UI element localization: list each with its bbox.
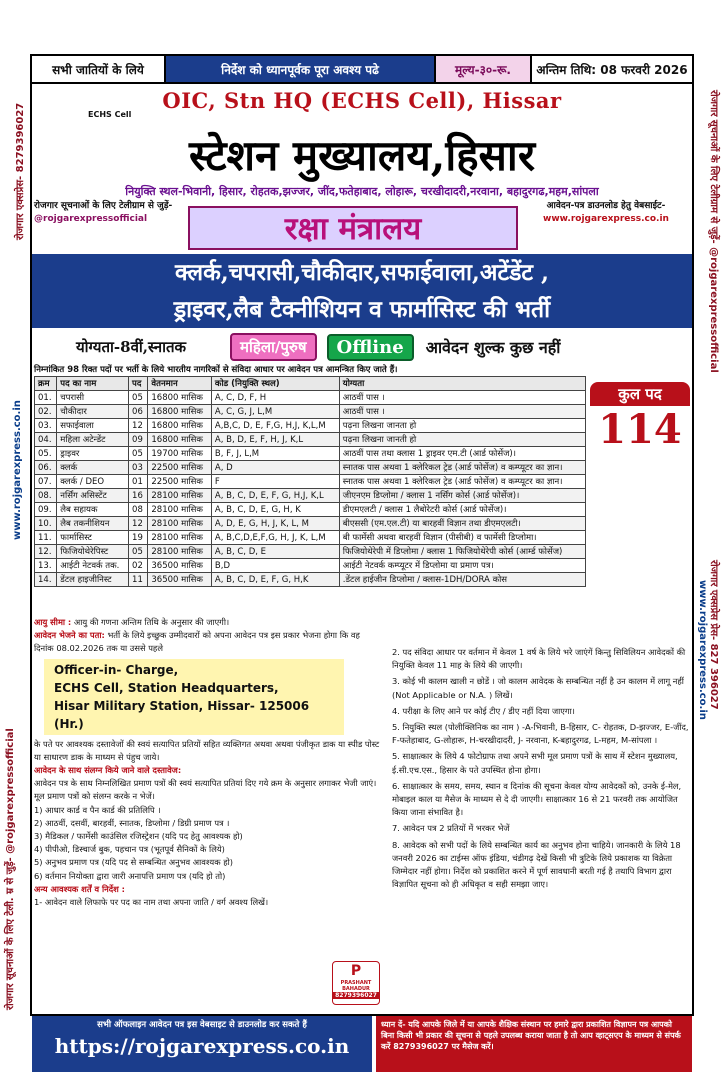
table-cell: 11 <box>129 573 148 587</box>
table-cell: 01 <box>129 475 148 489</box>
table-header: पद का नाम <box>57 377 129 391</box>
table-row <box>35 489 586 503</box>
document-item: 3) मैडिकल / फार्मेसी काउंसिल रजिस्ट्रेशन (यदि पद हेतु आवश्यक हो) <box>34 831 243 842</box>
table-header: क्रम <box>35 377 57 391</box>
condition-item: 1- आवेदन वाले लिफाफे पर पद का नाम तथा अपना जाति / वर्ग अवश्य लिखें। <box>34 897 269 908</box>
table-cell: A, B, C, D, E, F, G, H,J, K,L <box>211 489 339 503</box>
table-cell: 36500 मासिक <box>148 559 212 573</box>
table-cell: A, B, D, E, F, H, J, K,L <box>211 433 339 447</box>
table-cell: A, B, C, D, E, F, G, H,K <box>211 573 339 587</box>
condition-item: 4. परीक्षा के लिए आने पर कोई टीए / डीए नहीं दिया जाएगा। <box>392 705 575 716</box>
echs-cell-label: ECHS Cell <box>88 110 132 119</box>
table-cell: बी फार्मेसी अथवा बारहवीं विज्ञान (पीसीबी) व फार्मेसी डिप्लोमा। <box>339 531 585 545</box>
table-cell: आठवीं पास । <box>339 391 585 405</box>
table-cell: चौकीदार <box>57 405 129 419</box>
ministry-title: रक्षा मंत्रालय <box>188 206 518 250</box>
instruction-label: निर्देश को ध्यानपूर्वक पूरा अवश्य पढे <box>166 56 436 82</box>
jobs-line-1: क्लर्क,चपरासी,चौकीदार,सफाईवाला,अटेंडेंट , <box>174 259 550 286</box>
table-cell: लैब सहायक <box>57 503 129 517</box>
total-posts-box <box>590 382 690 458</box>
table-cell: ड्राइवर <box>57 447 129 461</box>
address-box <box>44 659 344 735</box>
fee-label: आवेदन शुल्क कुछ नहीं <box>425 338 561 357</box>
table-cell: 08 <box>129 503 148 517</box>
telegram-text: रोजगार सूचनाओं के लिए टेलीग्राम से जुड़ें- <box>34 201 173 211</box>
price-label: मूल्य-३०-रू. <box>436 56 532 82</box>
table-cell: 12. <box>35 545 57 559</box>
table-cell: 19700 मासिक <box>148 447 212 461</box>
table-cell: डीएमएलटी / क्लास 1 लैबोरेटरी कोर्स (आर्ड फोर्सेज)। <box>339 503 585 517</box>
table-cell: 19 <box>129 531 148 545</box>
qualification-row <box>32 332 692 362</box>
table-cell: क्लर्क / DEO <box>57 475 129 489</box>
table-cell: स्नातक पास अथवा 1 क्लेरिकल ट्रेड (आर्ड फोर्सेज) व कम्प्यूटर का ज्ञान। <box>339 475 585 489</box>
table-cell: बीएससी (एम.एल.टी) या बारहवीं विज्ञान तथा डीएमएलटी। <box>339 517 585 531</box>
oic-title: OIC, Stn HQ (ECHS Cell), Hissar <box>162 88 562 113</box>
table-header: वेतनमान <box>148 377 212 391</box>
table-cell: 06. <box>35 461 57 475</box>
vacancy-table <box>34 376 586 587</box>
table-cell: 16800 मासिक <box>148 433 212 447</box>
table-cell: 11. <box>35 531 57 545</box>
table-cell: सफाईवाला <box>57 419 129 433</box>
table-row <box>35 573 586 587</box>
header-bar <box>32 56 692 84</box>
table-cell: 10. <box>35 517 57 531</box>
table-row <box>35 405 586 419</box>
table-cell: 09 <box>129 433 148 447</box>
table-row <box>35 433 586 447</box>
table-cell: 16800 मासिक <box>148 419 212 433</box>
download-text: आवेदन-पत्र डाउनलोड हेतु वेबसाईट- <box>546 201 666 211</box>
document-item: 2) आठवीं, दसवीं, बारहवीं, स्नातक, डिप्लोमा / डिग्री प्रमाण पत्र । <box>34 817 230 828</box>
gender-badge: महिला/पुरुष <box>230 333 317 361</box>
logo-phone: 8279396027 <box>333 992 379 999</box>
side-telegram-right: रोजगार सूचनाओं के लिए टेलीग्राम से जुड़ें- @rojgarexpressofficial <box>708 90 719 373</box>
table-header: पद <box>129 377 148 391</box>
table-cell: 28100 मासिक <box>148 489 212 503</box>
table-cell: A, C, G, J, L,M <box>211 405 339 419</box>
condition-item: 3. कोई भी कालम खाली न छोडें । जो कालम आवेदक के सम्बन्धित नहीं है उन कालम में लागू नहीं (Not Applicable or N.A. ) लिखें। <box>392 676 684 700</box>
table-cell: 05 <box>129 447 148 461</box>
table-row <box>35 475 586 489</box>
jobs-banner <box>32 254 692 328</box>
table-row <box>35 559 586 573</box>
mode-badge: Offline <box>327 334 414 361</box>
address-after-text: के पते पर आवश्यक दस्तावेजों की स्वयं सत्यापित प्रतियों सहित व्यक्तिगत अथवा अथवा पंजीकृत डाक या स्पीड पोस्ट या साधारण डाक के माध्यम से पंहुच जाये। <box>34 738 380 762</box>
address-heading: आवेदन भेजने का पता: <box>34 630 105 641</box>
condition-item: 5. साक्षात्कार के लिये 4 फोटोग्राफ तथा अपने सभी मूल प्रमाण पत्रों के साथ में स्टेशन मुख्यालय, ई.सी.एच.एस., हिसार के पते उपस्थित होना होगा। <box>392 751 678 775</box>
age-text: आयु की गणना अन्तिम तिथि के अनुसार की जाएगी। <box>73 617 230 627</box>
table-row <box>35 461 586 475</box>
documents-text: आवेदन पत्र के साथ निम्नलिखित प्रमाण पत्रों की स्वयं सत्यापित प्रतियां दिए गये क्रम के अनुसार लगाकर भेजी जाएं। मूल प्रमाण पत्रों को संलग्न करके न भेजें। <box>34 778 377 802</box>
table-cell: 14. <box>35 573 57 587</box>
document-item: 5) अनुभव प्रमाण पत्र (यदि पद से सम्बन्धित अनुभव आवश्यक हो) <box>34 857 234 868</box>
table-cell: पढ़ना लिखना जानती हो <box>339 433 585 447</box>
table-cell: 16 <box>129 489 148 503</box>
download-box <box>522 200 690 226</box>
telegram-box <box>34 200 184 226</box>
table-cell: फार्मासिस्ट <box>57 531 129 545</box>
table-cell: 16800 मासिक <box>148 405 212 419</box>
table-cell: महिला अटेन्डेंट <box>57 433 129 447</box>
table-row <box>35 517 586 531</box>
side-phone-right: रोजगार एक्सप्रेस प्रेस- 827 396027 <box>708 560 719 710</box>
footer-notice: ध्यान दें- यदि आपके जिले में या आपके शैक्षिक संस्थान पर हमारे द्वारा प्रकाशित विज्ञापन पत्र आपको बिना किसी भी प्रकार की सूचना से पहले उपलब्ध कराया जाता है तो आप व्हाट्सएप के माध्यम से संपर्क करें 8279396027 पर मैसेज करें। <box>376 1016 692 1072</box>
table-cell: 28100 मासिक <box>148 503 212 517</box>
table-cell: 05 <box>129 391 148 405</box>
table-cell: फिजियोथेरेपी में डिप्लोमा / क्लास 1 फिजियोथेरेपी कोर्स (आर्म्ड फोर्सेज) <box>339 545 585 559</box>
table-cell: आईटी नेटवर्क तक. <box>57 559 129 573</box>
posting-places: नियुक्ति स्थल-भिवानी, हिसार, रोहतक,झज्जर, जींद,फतेहाबाद, लोहारू, चरखीदादरी,नरवाना, बहादुरगढ,महम,सांपला <box>125 185 599 198</box>
table-cell: 08. <box>35 489 57 503</box>
total-posts-label: कुल पद <box>590 382 690 406</box>
side-telegram-left: रोजगार सूचनाओं के लिए टेली. म्र से जुड़ें- @rojgarexpressofficial <box>5 728 16 1010</box>
address-line-3: Hisar Military Station, Hissar- 125006 (Hr.) <box>54 698 310 731</box>
condition-item: 6. साक्षात्कार के समय, समय, स्थान व दिनांक की सूचना केवल योग्य आवेदकों को, उनके ई-मेल, मोबाइल काल या मैसेज के माध्यम से दे दी जाएगी। साक्षात्कार 16 से 21 फरवरी तक आयोजित किया जाना संभावित है। <box>392 780 682 818</box>
address-line-2: ECHS Cell, Station Headquarters, <box>54 680 279 695</box>
table-cell: 12 <box>129 419 148 433</box>
table-cell: 03. <box>35 419 57 433</box>
table-cell: आठवीं पास तथा क्लास 1 ड्राइवर एम.टी (आर्ड फोर्सेज)। <box>339 447 585 461</box>
table-row <box>35 391 586 405</box>
table-cell: 03 <box>129 461 148 475</box>
table-cell: 05 <box>129 545 148 559</box>
age-heading: आयु सीमा : <box>34 617 72 627</box>
notice-frame <box>30 54 694 1058</box>
document-item: 6) वर्तमान नियोक्ता द्वारा जारी अनापत्ति प्रमाण पत्र (यदि हो तो) <box>34 870 226 881</box>
footer <box>32 1016 692 1072</box>
table-cell: 16800 मासिक <box>148 391 212 405</box>
table-cell: क्लर्क <box>57 461 129 475</box>
side-site-left[interactable]: www.rojgarexpress.co.in <box>12 400 23 540</box>
table-cell: नर्सिंग असिस्टेंट <box>57 489 129 503</box>
table-cell: डेंटल हाइजीनिस्ट <box>57 573 129 587</box>
condition-item: 2. पद संविदा आधार पर वर्तमान में केवल 1 वर्ष के लिये भरे जाएंगें किन्तु सिविलियन आवेदकों की नियुक्ति केवल 11 माह के लिये की जाएगी। <box>392 647 686 671</box>
table-header: कोड (नियुक्ति स्थल) <box>211 377 339 391</box>
table-cell: 05. <box>35 447 57 461</box>
table-row <box>35 419 586 433</box>
table-cell: A, B,C,D,E,F,G, H, J, K, L,M <box>211 531 339 545</box>
right-column <box>392 646 690 894</box>
table-cell: 28100 मासिक <box>148 531 212 545</box>
table-cell: A, D <box>211 461 339 475</box>
address-text: भर्ती के लिये इच्छुक उम्मीदवारों को अपना आवेदन पत्र इस प्रकार भेजना होगा कि वह दिनांक 08.02.2026 तक या उससे पहले <box>34 630 360 654</box>
side-site-right[interactable]: www.rojgarexpress.co.in <box>697 580 708 720</box>
table-cell: 13. <box>35 559 57 573</box>
qualification-label: योग्यता-8वीं,स्नातक <box>75 338 187 356</box>
table-cell: फिजियोथेरेपिस्ट <box>57 545 129 559</box>
left-column <box>34 616 382 909</box>
table-row <box>35 531 586 545</box>
document-item: 1) आधार कार्ड व पैन कार्ड की प्रतिलिपि । <box>34 804 161 815</box>
table-cell: 36500 मासिक <box>148 573 212 587</box>
table-cell: .डेंटल हाईजीन डिप्लोमा / क्लास-1DH/DORA कोस <box>339 573 585 587</box>
table-cell: पढ़ना लिखना जानता हो <box>339 419 585 433</box>
download-site[interactable]: www.rojgarexpress.co.in <box>543 214 669 224</box>
table-cell: A,B,C, D, E, F,G, H,J, K,L,M <box>211 419 339 433</box>
publisher-logo: P PRASHANT BAHADUR 8279396027 <box>332 961 380 1005</box>
table-cell: स्नातक पास अथवा 1 क्लेरिकल ट्रेड (आर्ड फोर्सेज) व कम्प्यूटर का ज्ञान। <box>339 461 585 475</box>
condition-item: 8. आवेदक को सभी पदों के लिये सम्बन्धित कार्य का अनुभव होना चाहिये। जानकारी के लिये 18 जनवरी 2026 का टाईम्स ऑफ इंडिया, चंडीगढ़ देखें किसी भी त्रुटिके लिये प्रकाशक या विक्रेता जिम्मेदार नहीं होगा। निर्देश को प्रकाशित करने में पूर्ण सावधानी बरती गई है तथापि विभाग द्वारा विज्ञापित सूचना को ही अधिकृत व सही समझा जाए। <box>392 839 681 890</box>
table-cell: चपरासी <box>57 391 129 405</box>
document-item: 4) पीपीओ, डिस्चार्ज बुक, पहचान पत्र (भूतपूर्व सैनिकों के लिये) <box>34 844 225 855</box>
table-cell: आठवीं पास । <box>339 405 585 419</box>
table-cell: 28100 मासिक <box>148 545 212 559</box>
table-cell: 22500 मासिक <box>148 461 212 475</box>
table-cell: 12 <box>129 517 148 531</box>
table-row <box>35 545 586 559</box>
last-date-label: अन्तिम तिथि: 08 फरवरी 2026 <box>532 56 692 82</box>
footer-download <box>32 1016 372 1072</box>
total-posts-value: 114 <box>598 406 682 453</box>
footer-site-link[interactable]: https://rojgarexpress.co.in <box>54 1034 350 1058</box>
station-title: स्टेशन मुख्यालय,हिसार <box>188 131 535 180</box>
table-cell: 04. <box>35 433 57 447</box>
table-cell: लैब तकनीशियन <box>57 517 129 531</box>
table-cell: B, F, J, L,M <box>211 447 339 461</box>
all-castes-label: सभी जातियों के लिये <box>32 56 166 82</box>
condition-item: 7. आवेदन पत्र 2 प्रतियों में भरकर भेजें <box>392 823 510 834</box>
documents-heading: आवेदन के साथ संलग्न किये जाने वाले दस्तावेज: <box>34 765 182 776</box>
table-cell: 01. <box>35 391 57 405</box>
table-header: योग्यता <box>339 377 585 391</box>
download-note: सभी ऑफलाइन आवेदन पत्र इस वेबसाइट से डाउनलोड कर सकते हैं <box>97 1020 307 1030</box>
address-line-1: Officer-in- Charge, <box>54 662 179 677</box>
logo-name: PRASHANT BAHADUR <box>340 980 372 992</box>
table-row <box>35 447 586 461</box>
telegram-handle[interactable]: @rojgarexpressofficial <box>34 214 148 224</box>
table-cell: 28100 मासिक <box>148 517 212 531</box>
table-row <box>35 503 586 517</box>
table-cell: 07. <box>35 475 57 489</box>
other-conditions-heading: अन्य आवश्यक शर्तें व निर्देश : <box>34 883 125 894</box>
table-cell: F <box>211 475 339 489</box>
table-cell: A, B, C, D, E <box>211 545 339 559</box>
table-cell: A, C, D, F, H <box>211 391 339 405</box>
table-cell: A, B, C, D, E, G, H, K <box>211 503 339 517</box>
table-cell: 22500 मासिक <box>148 475 212 489</box>
table-cell: 02 <box>129 559 148 573</box>
table-cell: 06 <box>129 405 148 419</box>
table-cell: आईटी नेटवर्क कम्प्यूटर में डिप्लोमा या प्रमाण पत्र। <box>339 559 585 573</box>
side-phone-left: रोजगार एक्सप्रेस- 8279396027 <box>15 102 26 240</box>
table-cell: जीएनएम डिप्लोमा / क्लास 1 नर्सिंग कोर्स (आर्ड फोर्सेज)। <box>339 489 585 503</box>
table-cell: B,D <box>211 559 339 573</box>
table-cell: 02. <box>35 405 57 419</box>
jobs-line-2: ड्राइवर,लैब टैक्नीशियन व फार्मासिस्ट की भर्ती <box>173 296 551 323</box>
intro-text: निम्नांकित 98 रिक्त पदों पर भर्ती के लिये भारतीय नागरिकों से संविदा आधार पर आवेदन पत्र आमन्त्रित किए जाते हैं। <box>34 365 398 375</box>
table-cell: 09. <box>35 503 57 517</box>
condition-item: 5. नियुक्ति स्थल (पोलीक्लिनिक का नाम ) -A-भिवानी, B-हिसार, C- रोहतक, D-झज्जर, E-जींद, F-फतेहाबाद, G-लोहारू, H-चरखीदादरी, J- नरवाना, K-बहादुरगढ, L-महम, M-सांपला । <box>392 722 689 746</box>
table-cell: A, D, E, G, H, J, K, L, M <box>211 517 339 531</box>
